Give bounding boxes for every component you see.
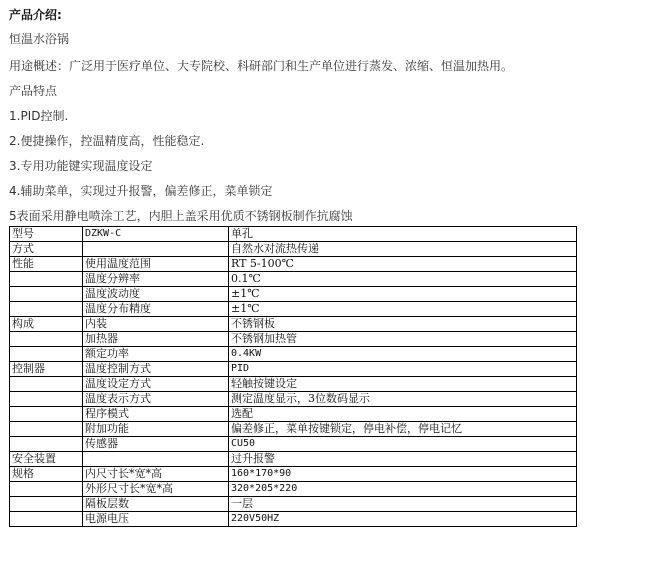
spec-row [10, 347, 577, 362]
spec-item-cell: 隔板层数 [83, 497, 229, 512]
spec-model-desc: 单孔 [229, 227, 577, 242]
spec-item-cell: 程序模式 [83, 407, 229, 422]
spec-item-cell: 电源电压 [83, 512, 229, 527]
spec-group-cell: 规格 [10, 467, 83, 482]
spec-row [10, 452, 577, 467]
spec-group-cell: 性能 [10, 257, 83, 272]
spec-group-cell [10, 422, 83, 437]
spec-value-cell: 测定温度显示，3位数码显示 [229, 392, 577, 407]
features-title: 产品特点 [9, 84, 58, 98]
spec-value-cell: 偏差修正，菜单按键锁定，停电补偿，停电记忆 [229, 422, 577, 437]
spec-value-cell: CU50 [229, 437, 577, 452]
spec-row [10, 377, 577, 392]
spec-item-cell: 温度分布精度 [83, 302, 229, 317]
spec-value-cell: 0.1℃ [229, 272, 577, 287]
spec-group-cell [10, 347, 83, 362]
spec-value-cell: 一层 [229, 497, 577, 512]
spec-group-cell [10, 392, 83, 407]
feature-item: 3.专用功能键实现温度设定 [9, 159, 153, 173]
spec-value-cell: PID [229, 362, 577, 377]
spec-model-value: DZKW-C [83, 227, 229, 242]
spec-item-cell: 额定功率 [83, 347, 229, 362]
spec-item-cell: 加热器 [83, 332, 229, 347]
spec-value-cell: 过升报警 [229, 452, 577, 467]
spec-group-cell [10, 482, 83, 497]
spec-row [10, 392, 577, 407]
spec-item-cell: 附加功能 [83, 422, 229, 437]
spec-group-cell [10, 437, 83, 452]
spec-item-cell: 外形尺寸长*宽*高 [83, 482, 229, 497]
spec-group-cell [10, 377, 83, 392]
feature-item: 4.辅助菜单，实现过升报警，偏差修正，菜单锁定 [9, 184, 273, 198]
feature-item: 1.PID控制. [9, 109, 69, 123]
spec-group-cell [10, 287, 83, 302]
spec-item-cell [83, 242, 229, 257]
spec-row [10, 302, 577, 317]
spec-item-cell: 内尺寸长*宽*高 [83, 467, 229, 482]
spec-row-model [10, 227, 577, 242]
spec-group-cell [10, 332, 83, 347]
spec-group-cell [10, 302, 83, 317]
product-name: 恒温水浴锅 [9, 32, 70, 46]
spec-value-cell: ±1℃ [229, 302, 577, 317]
spec-value-cell: 320*205*220 [229, 482, 577, 497]
spec-item-cell: 温度控制方式 [83, 362, 229, 377]
spec-group-cell [10, 497, 83, 512]
spec-row [10, 437, 577, 452]
spec-group-cell [10, 272, 83, 287]
spec-group-cell: 控制器 [10, 362, 83, 377]
spec-value-cell: 0.4KW [229, 347, 577, 362]
spec-row [10, 272, 577, 287]
spec-value-cell: 不锈钢板 [229, 317, 577, 332]
spec-value-cell: 220V50HZ [229, 512, 577, 527]
spec-item-cell: 使用温度范围 [83, 257, 229, 272]
spec-row [10, 242, 577, 257]
spec-value-cell: ±1℃ [229, 287, 577, 302]
spec-row [10, 332, 577, 347]
spec-row [10, 362, 577, 377]
spec-row [10, 467, 577, 482]
spec-item-cell: 传感器 [83, 437, 229, 452]
spec-table [9, 226, 577, 527]
spec-group-cell [10, 512, 83, 527]
feature-item: 5表面采用静电喷涂工艺，内胆上盖采用优质不锈钢板制作抗腐蚀 [9, 209, 353, 223]
spec-row [10, 407, 577, 422]
usage-text: 用途概述：广泛用于医疗单位、大专院校、科研部门和生产单位进行蒸发、浓缩、恒温加热用。 [9, 59, 514, 73]
spec-group-cell [10, 407, 83, 422]
spec-item-cell [83, 452, 229, 467]
spec-item-cell: 温度分辨率 [83, 272, 229, 287]
spec-row [10, 287, 577, 302]
spec-row [10, 257, 577, 272]
spec-group-cell: 安全装置 [10, 452, 83, 467]
spec-item-cell: 内装 [83, 317, 229, 332]
spec-value-cell: 自然水对流热传递 [229, 242, 577, 257]
spec-row [10, 482, 577, 497]
spec-group-cell: 型号 [10, 227, 83, 242]
intro-heading: 产品介绍: [9, 8, 62, 22]
spec-value-cell: 160*170*90 [229, 467, 577, 482]
spec-item-cell: 温度表示方式 [83, 392, 229, 407]
spec-value-cell: RT 5-100℃ [229, 257, 577, 272]
spec-value-cell: 轻触按键设定 [229, 377, 577, 392]
spec-row [10, 512, 577, 527]
spec-item-cell: 温度波动度 [83, 287, 229, 302]
spec-value-cell: 选配 [229, 407, 577, 422]
spec-row [10, 317, 577, 332]
spec-row [10, 422, 577, 437]
feature-item: 2.便捷操作，控温精度高，性能稳定. [9, 134, 205, 148]
spec-value-cell: 不锈钢加热管 [229, 332, 577, 347]
spec-group-cell: 方式 [10, 242, 83, 257]
spec-group-cell: 构成 [10, 317, 83, 332]
spec-row [10, 497, 577, 512]
spec-item-cell: 温度设定方式 [83, 377, 229, 392]
